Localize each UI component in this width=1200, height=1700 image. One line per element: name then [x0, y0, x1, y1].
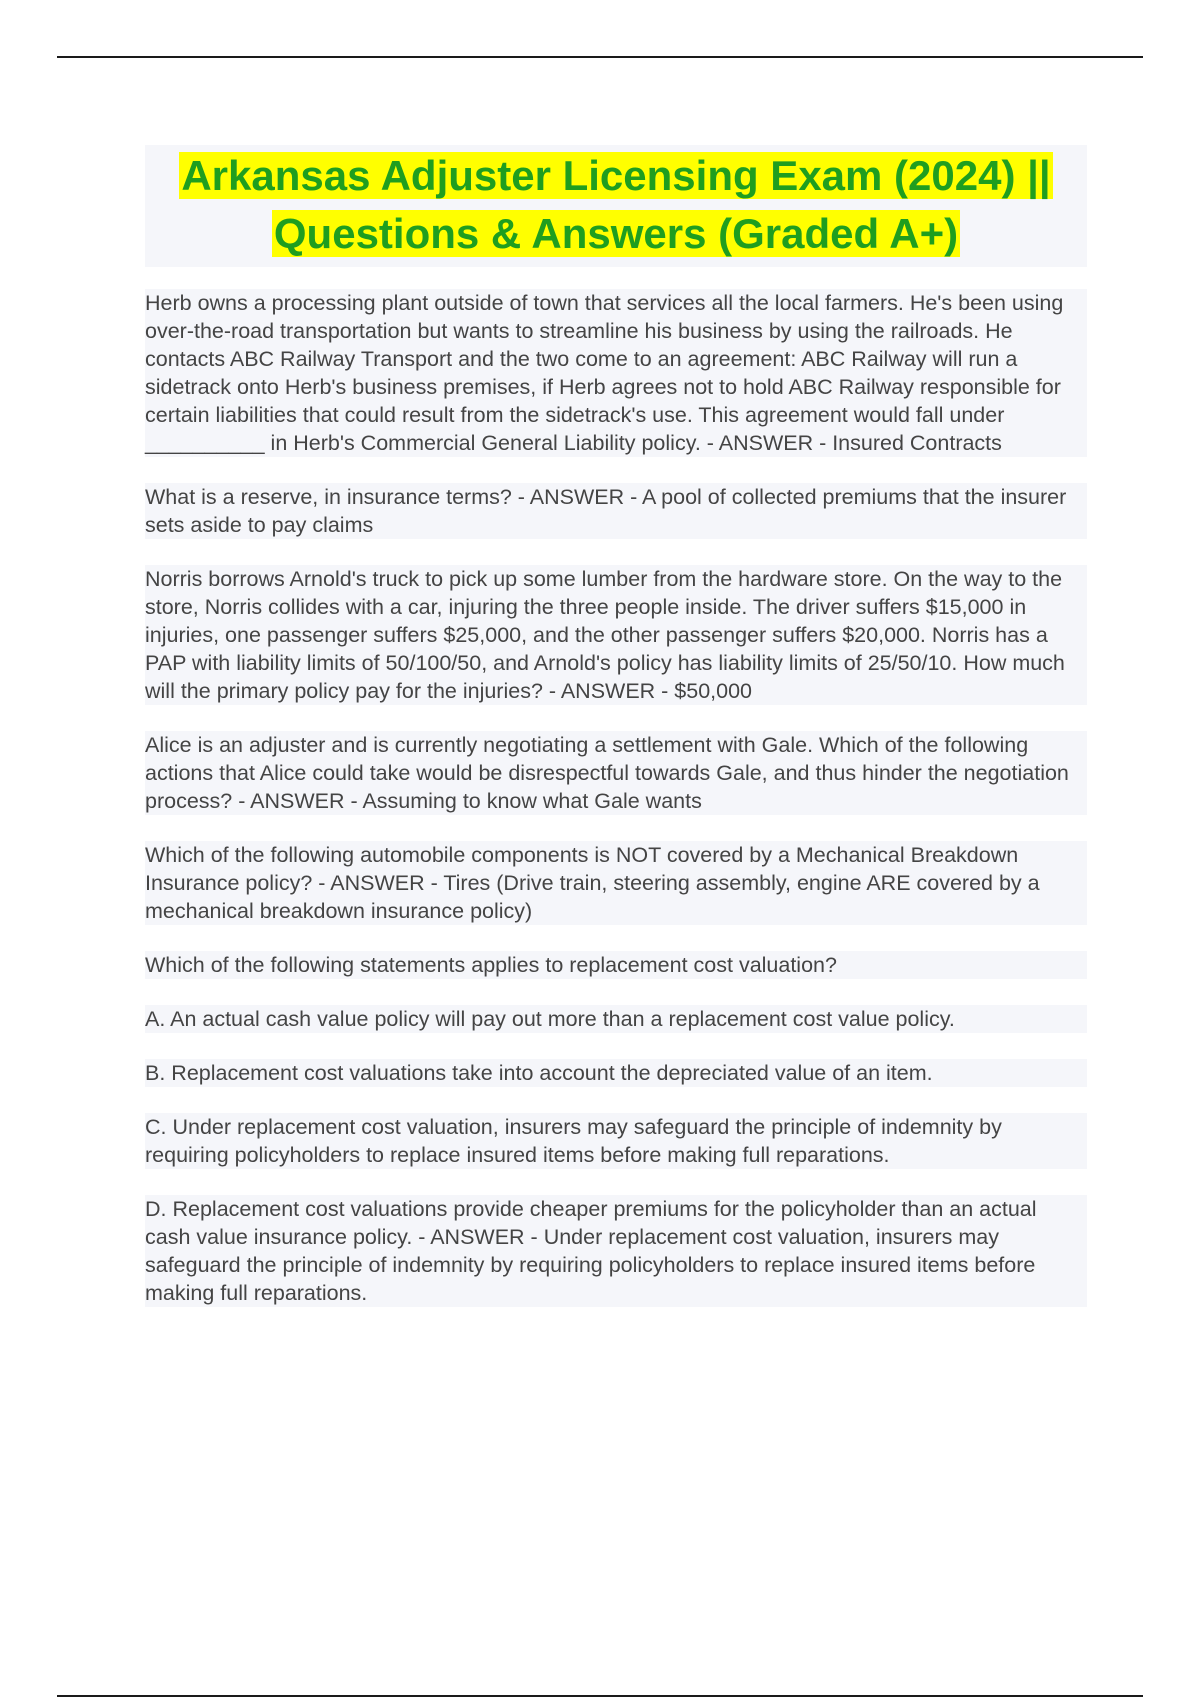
document-body	[145, 145, 1087, 1333]
bottom-divider	[57, 1695, 1143, 1697]
option-b: B. Replacement cost valuations take into account the depreciated value of an item.	[145, 1059, 1087, 1087]
qa-paragraph: What is a reserve, in insurance terms? - ANSWER - A pool of collected premiums that the insurer sets aside to pay claims	[145, 483, 1087, 539]
qa-paragraph: Herb owns a processing plant outside of town that services all the local farmers. He's been using over-the-road transportation but wants to streamline his business by using the railroads. He contacts ABC Railway Transport and the two come to an agreement: ABC Railway will run a sidetrack onto Herb's business premises, if Herb agrees not to hold ABC Railway responsible for certain liabilities that could result from the sidetrack's use. This agreement would fall under __________ in Herb's Commercial General Liability policy. - ANSWER - Insured Contracts	[145, 289, 1087, 457]
qa-paragraph: Which of the following automobile components is NOT covered by a Mechanical Breakdown Insurance policy? - ANSWER - Tires (Drive train, steering assembly, engine ARE covered by a mechanical breakdown insurance policy)	[145, 841, 1087, 925]
top-divider	[57, 56, 1143, 58]
option-c: C. Under replacement cost valuation, insurers may safeguard the principle of indemnity by requiring policyholders to replace insured items before making full reparations.	[145, 1113, 1087, 1169]
option-a: A. An actual cash value policy will pay out more than a replacement cost value policy.	[145, 1005, 1087, 1033]
document-title: Arkansas Adjuster Licensing Exam (2024) || Questions & Answers (Graded A+)	[181, 152, 1051, 257]
title-block	[145, 145, 1087, 267]
question-paragraph: Which of the following statements applies to replacement cost valuation?	[145, 951, 1087, 979]
qa-paragraph: Alice is an adjuster and is currently negotiating a settlement with Gale. Which of the following actions that Alice could take would be disrespectful towards Gale, and thus hinder the negotiation process? - ANSWER - Assuming to know what Gale wants	[145, 731, 1087, 815]
qa-paragraph: Norris borrows Arnold's truck to pick up some lumber from the hardware store. On the way to the store, Norris collides with a car, injuring the three people inside. The driver suffers $15,000 in injuries, one passenger suffers $25,000, and the other passenger suffers $20,000. Norris has a PAP with liability limits of 50/100/50, and Arnold's policy has liability limits of 25/50/10. How much will the primary policy pay for the injuries? - ANSWER - $50,000	[145, 565, 1087, 705]
option-d-answer: D. Replacement cost valuations provide cheaper premiums for the policyholder than an actual cash value insurance policy. - ANSWER - Under replacement cost valuation, insurers may safeguard the principle of indemnity by requiring policyholders to replace insured items before making full reparations.	[145, 1195, 1087, 1307]
